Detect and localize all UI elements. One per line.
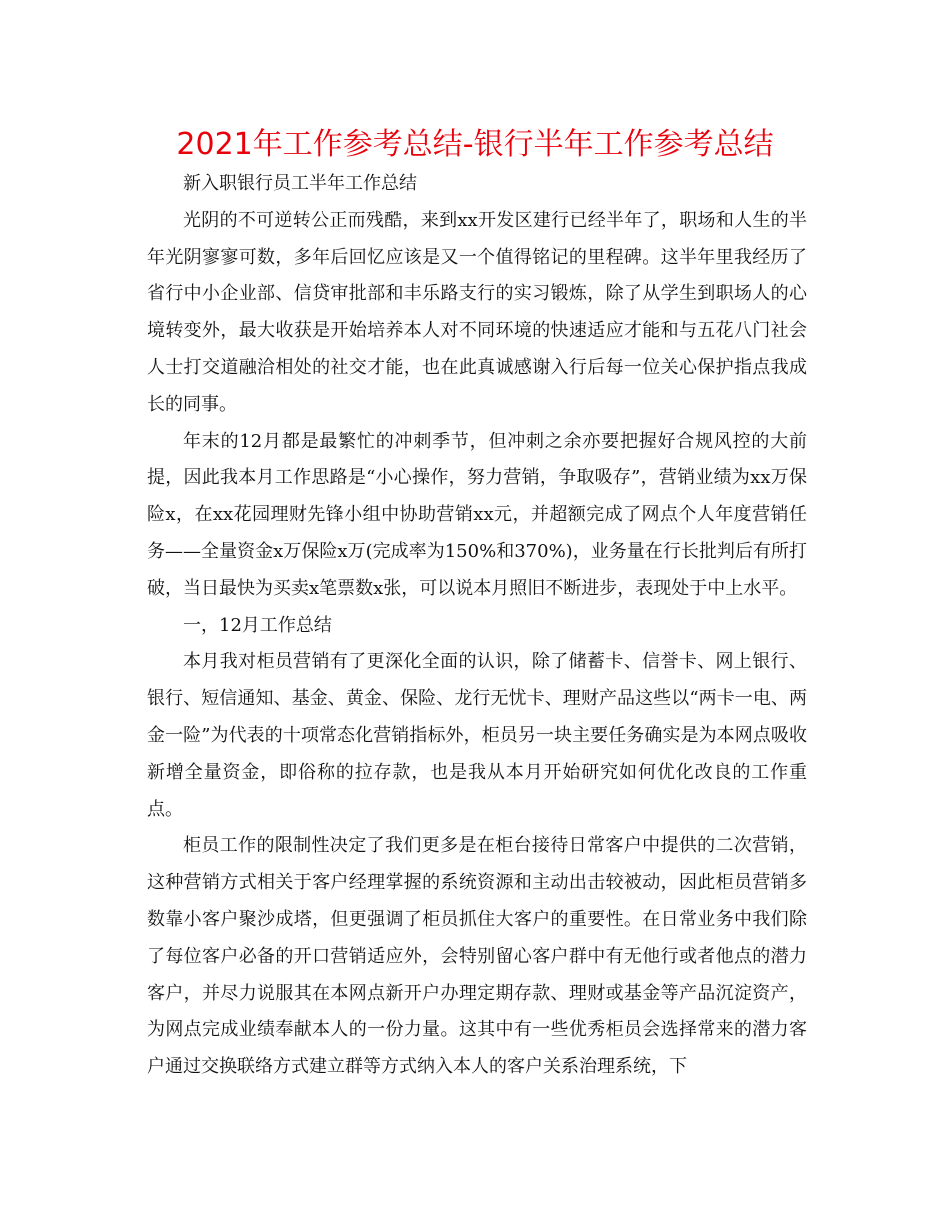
- section-heading: 一，12月工作总结: [183, 614, 332, 636]
- document-title: 2021年工作参考总结-银行半年工作参考总结: [176, 127, 774, 162]
- body-paragraph: 柜员工作的限制性决定了我们更多是在柜台接待日常客户中提供的二次营销，这种营销方式相关于客户经理掌握的系统资源和主动出击较被动，因此柜员营销多数靠小客户聚沙成塔，但更强调了柜员抓住大客户的重要性。在日常业务中我们除了每位客户必备的开口营销适应外，会特别留心客户群中有无他行或者他点的潜力客户，并尽力说服其在本网点新开户办理定期存款、理财或基金等产品沉淀资产，为网点完成业绩奉献本人的一份力量。这其中有一些优秀柜员会选择常来的潜力客户通过交换联络方式建立群等方式纳入本人的客户关系治理系统，下: [147, 835, 807, 1078]
- body-paragraph: 年末的12月都是最繁忙的冲刺季节，但冲刺之余亦要把握好合规风控的大前提，因此我本月工作思路是“小心操作，努力营销，争取吸存”，营销业绩为xx万保险x，在xx花园理财先锋小组中协助营销xx元，并超额完成了网点个人年度营销任务——全量资金x万保险x万(完成率为150%和370%)，业务量在行长批判后有所打破，当日最快为买卖x笔票数x张，可以说本月照旧不断进步，表现处于中上水平。: [147, 430, 807, 599]
- body-paragraph: 光阴的不可逆转公正而残酷，来到xx开发区建行已经半年了，职场和人生的半年光阴寥寥可数，多年后回忆应该是又一个值得铭记的里程碑。这半年里我经历了省行中小企业部、信贷审批部和丰乐路支行的实习锻炼，除了从学生到职场人的心境转变外，最大收获是开始培养本人对不同环境的快速适应才能和与五花八门社会人士打交道融洽相处的社交才能，也在此真诚感谢入行后每一位关心保护指点我成长的同事。: [147, 209, 807, 415]
- body-paragraph: 本月我对柜员营销有了更深化全面的认识，除了储蓄卡、信誉卡、网上银行、银行、短信通知、基金、黄金、保险、龙行无忧卡、理财产品这些以“两卡一电、两金一险”为代表的十项常态化营销指标外，柜员另一块主要任务确实是为本网点吸收新增全量资金，即俗称的拉存款，也是我从本月开始研究如何优化改良的工作重点。: [147, 651, 807, 820]
- subtitle-paragraph: 新入职银行员工半年工作总结: [183, 173, 417, 194]
- document-body: [147, 166, 807, 1086]
